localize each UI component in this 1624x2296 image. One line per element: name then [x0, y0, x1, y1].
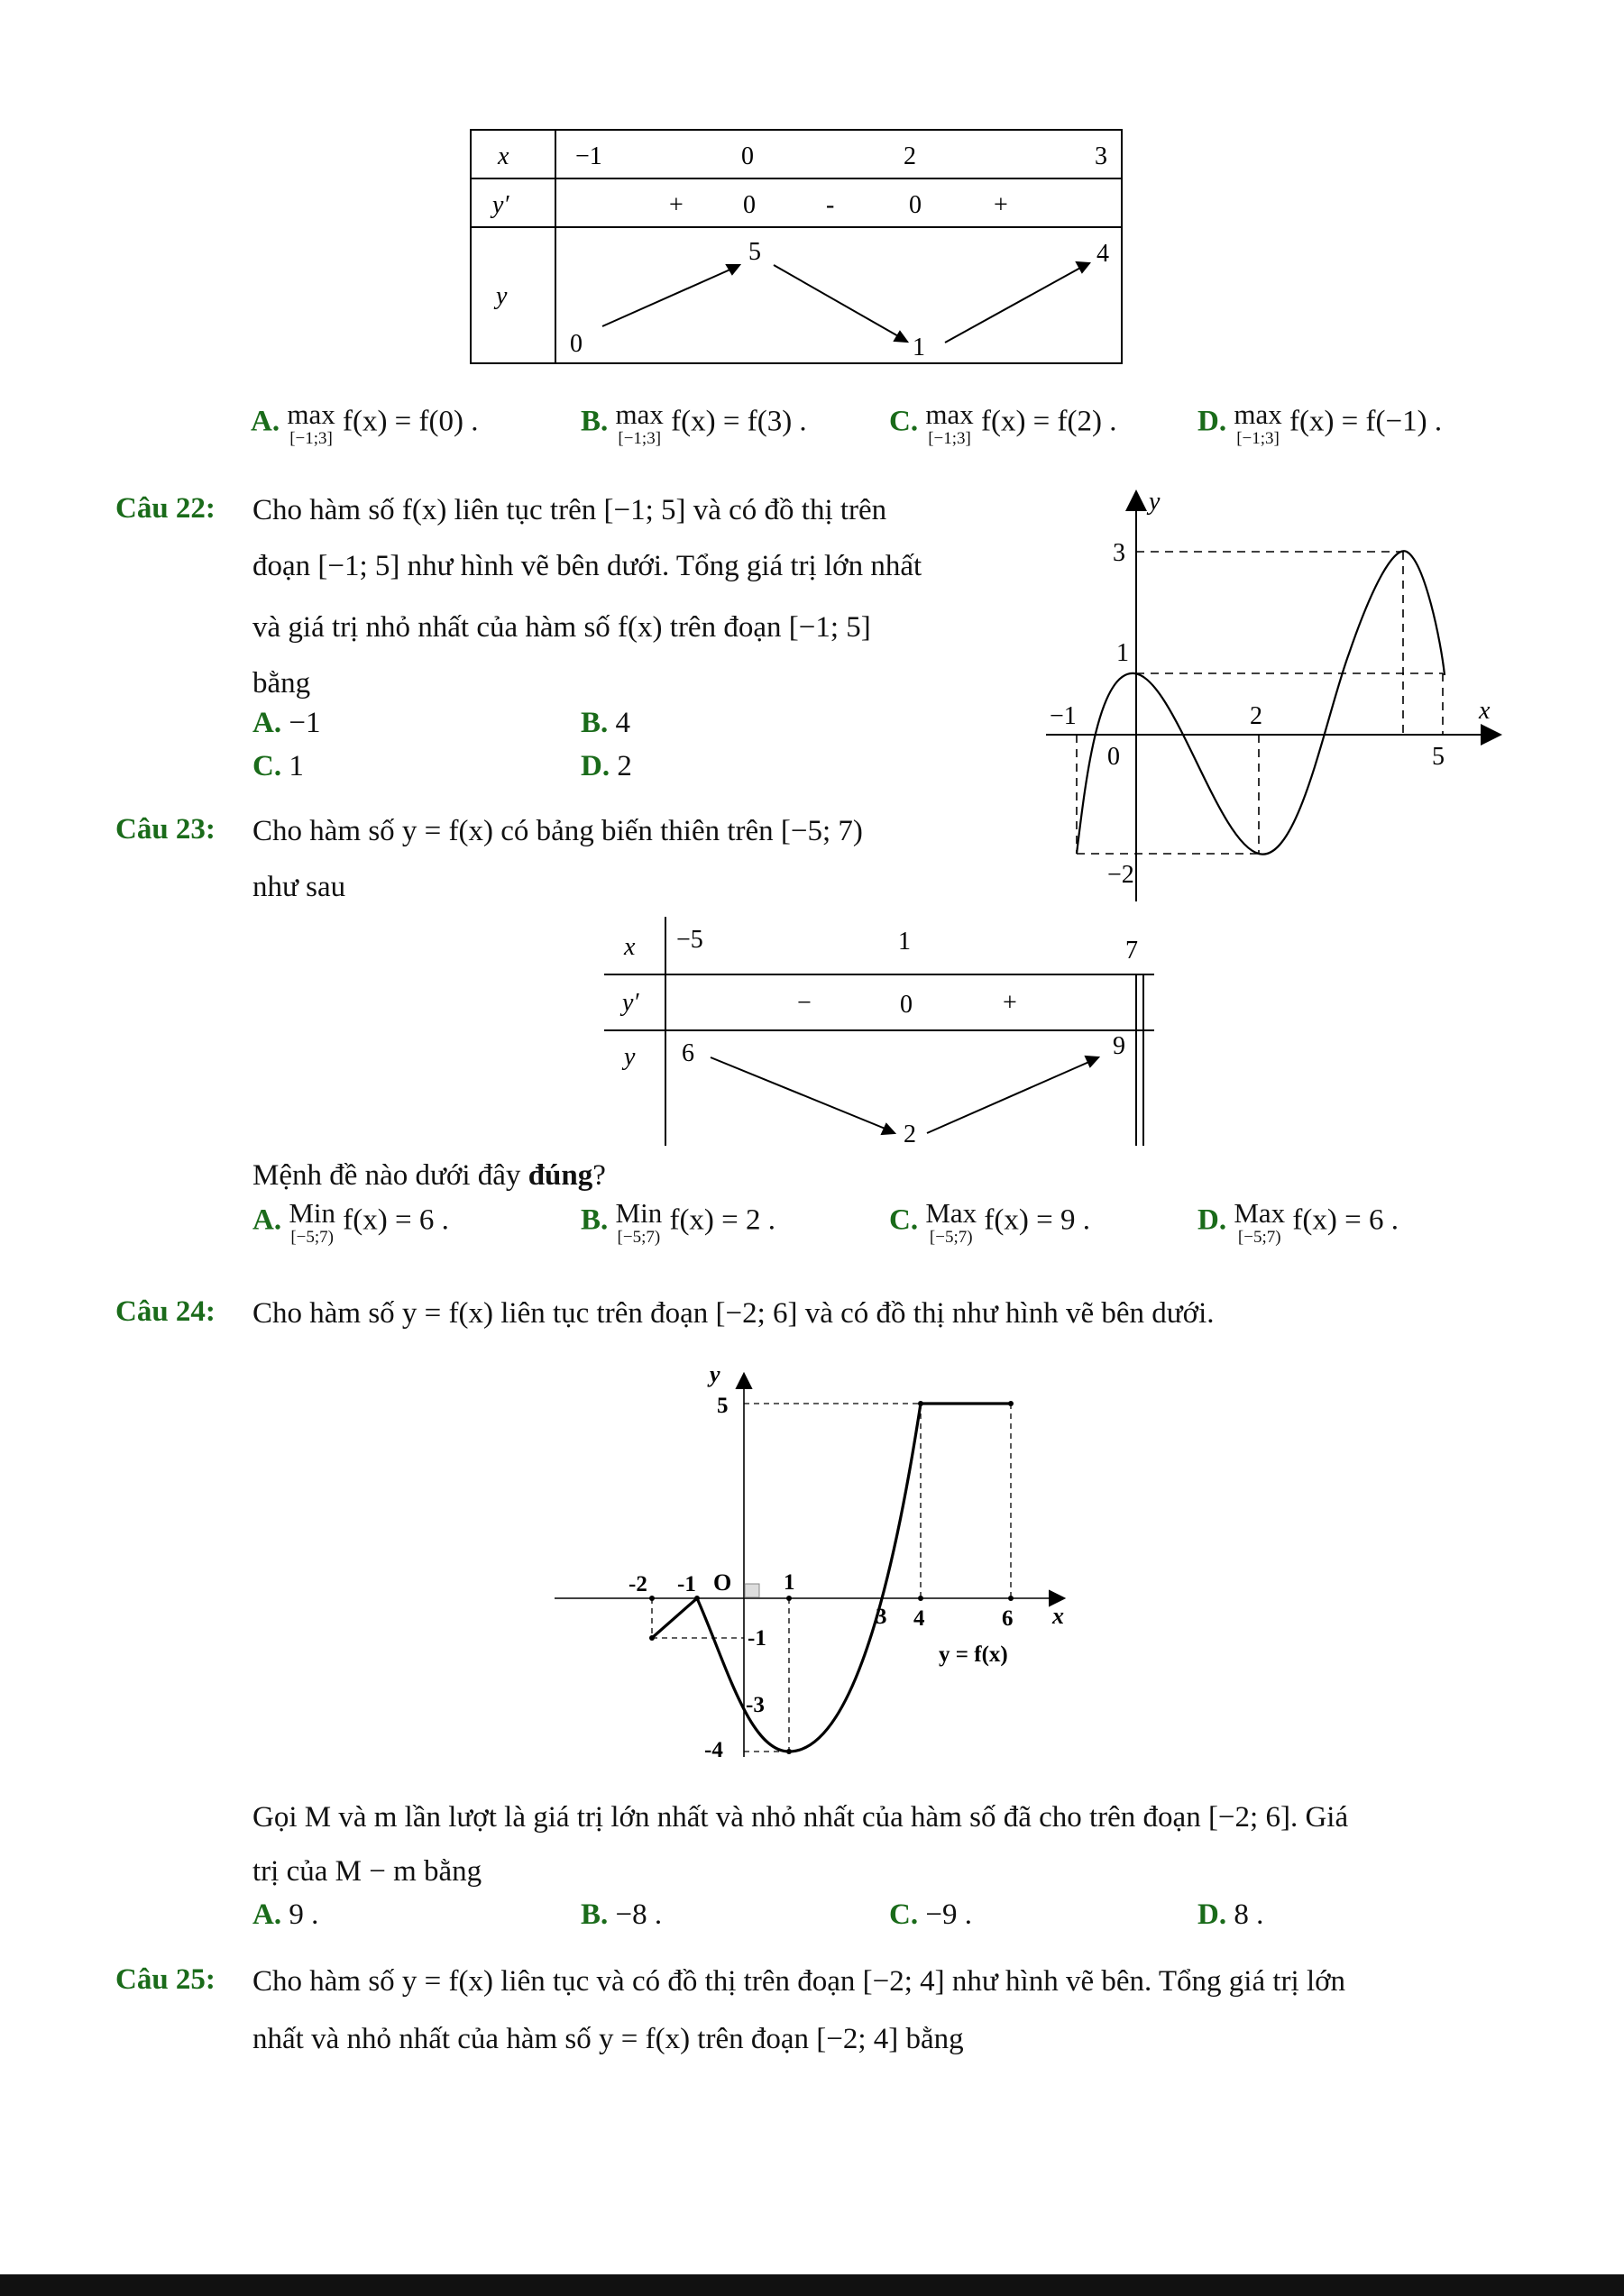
tick-label: 2 — [1250, 702, 1262, 730]
t2-sign: − — [797, 989, 812, 1017]
t2-x-value: 1 — [898, 928, 911, 956]
q24-text-line: Cho hàm số y = f(x) liên tục trên đoạn [−2; 6] và có đồ thị như hình vẽ bên dưới. — [252, 1297, 1215, 1330]
max-subscript: [−1;3] — [618, 429, 662, 448]
q23-text-line: Cho hàm số y = f(x) có bảng biến thiên trên [−5; 7) — [252, 815, 863, 847]
option-text: 4 — [615, 707, 631, 739]
t1-x-value: 0 — [741, 142, 754, 170]
q25-text-line: nhất và nhỏ nhất của hàm số y = f(x) trên đoạn [−2; 4] bằng — [252, 2023, 964, 2055]
option-label: D. — [1197, 1898, 1227, 1931]
origin-square — [745, 1584, 759, 1597]
min-operator: Min — [615, 1197, 663, 1229]
option-text: f(x) = f(−1) . — [1289, 405, 1443, 438]
max-subscript: [−5;7) — [929, 1228, 973, 1247]
q22-label: Câu 22: — [115, 492, 216, 525]
q24-option-b[interactable] — [581, 1898, 662, 1932]
max-operator: max — [287, 398, 335, 430]
q22-option-b[interactable] — [581, 707, 630, 740]
max-operator: Max — [925, 1197, 977, 1229]
q21-option-b[interactable] — [581, 400, 807, 447]
q24-curve — [652, 1404, 1011, 1752]
option-text: 8 . — [1234, 1898, 1264, 1931]
option-text: −9 . — [925, 1898, 972, 1931]
min-subscript: [−5;7) — [290, 1228, 335, 1247]
q22-option-d[interactable] — [581, 750, 632, 783]
tick-label: -2 — [628, 1572, 647, 1596]
q24-points — [649, 1401, 1014, 1754]
t1-x-value: −1 — [575, 142, 602, 170]
q25-text-line: Cho hàm số y = f(x) liên tục và có đồ thị trên đoạn [−2; 4] như hình vẽ bên. Tổng giá trị lớn — [252, 1965, 1346, 1998]
option-label: A. — [252, 1898, 282, 1931]
tick-label: -4 — [704, 1738, 723, 1762]
option-label: B. — [581, 405, 609, 438]
tick-label: 5 — [717, 1394, 729, 1418]
q23-option-b[interactable] — [581, 1199, 775, 1246]
q22-option-c[interactable] — [252, 750, 304, 783]
min-subscript: [−5;7) — [617, 1228, 661, 1247]
x-axis-label: x — [1479, 697, 1491, 725]
t1-sign: - — [826, 191, 835, 219]
option-text: f(x) = f(0) . — [342, 405, 479, 438]
q23-text-line: như sau — [252, 871, 346, 903]
max-subscript: [−1;3] — [289, 429, 333, 448]
option-label: B. — [581, 1898, 609, 1931]
t1-y-value: 5 — [748, 238, 761, 266]
option-text: 2 — [617, 750, 632, 782]
q23-question-mark: ? — [592, 1159, 606, 1192]
max-operator: max — [925, 398, 974, 430]
y-axis-label: y — [1149, 488, 1161, 516]
t2-y-value: 2 — [904, 1121, 916, 1148]
q24-guide-lines — [652, 1404, 1011, 1752]
q24-text-line: Gọi M và m lần lượt là giá trị lớn nhất và nhỏ nhất của hàm số đã cho trên đoạn [−2; 6]. Giá — [252, 1801, 1349, 1834]
origin-label: O — [713, 1569, 732, 1596]
func-label: y = f(x) — [939, 1642, 1008, 1667]
option-text: f(x) = 9 . — [984, 1203, 1091, 1237]
page-bottom-bar — [0, 2274, 1624, 2296]
tick-label: 1 — [1116, 639, 1129, 667]
tick-label: -3 — [746, 1693, 765, 1717]
option-text: 9 . — [289, 1898, 319, 1931]
q22-text-line: Cho hàm số f(x) liên tục trên [−1; 5] và có đồ thị trên — [252, 494, 887, 526]
q24-text-line: trị của M − m bằng — [252, 1855, 482, 1888]
t2-sign: + — [1003, 989, 1017, 1017]
q23-option-d[interactable] — [1197, 1199, 1399, 1246]
max-subscript: [−5;7) — [1237, 1228, 1281, 1247]
t2-x-value: 7 — [1125, 937, 1138, 965]
tick-label: 3 — [876, 1605, 887, 1629]
t1-sign: 0 — [909, 191, 922, 219]
option-label: D. — [581, 750, 610, 782]
q23-question-bold: đúng — [528, 1159, 593, 1192]
tick-label: 3 — [1113, 539, 1125, 567]
y-axis-label: y — [710, 1361, 720, 1387]
q23-option-c[interactable] — [889, 1199, 1090, 1246]
option-label: C. — [889, 405, 919, 438]
q21-option-a[interactable] — [251, 400, 479, 447]
tick-label: -1 — [748, 1626, 766, 1651]
t1-x-label: x — [498, 142, 509, 170]
tick-label: 1 — [784, 1570, 795, 1595]
option-label: B. — [581, 707, 609, 739]
max-operator: max — [615, 398, 664, 430]
t1-x-value: 3 — [1095, 142, 1107, 170]
q24-graph — [546, 1357, 1087, 1771]
option-label: D. — [1197, 1203, 1227, 1237]
option-label: C. — [252, 750, 282, 782]
tick-label: −1 — [1050, 702, 1077, 730]
t1-sign: 0 — [743, 191, 756, 219]
t2-yp-label: y′ — [622, 989, 639, 1017]
t1-y-value: 0 — [570, 330, 583, 358]
t1-arrows — [602, 262, 1089, 343]
min-operator: Min — [289, 1197, 336, 1229]
q22-text-line: và giá trị nhỏ nhất của hàm số f(x) trên đoạn [−1; 5] — [252, 611, 871, 644]
option-label: C. — [889, 1203, 919, 1237]
t1-x-value: 2 — [904, 142, 916, 170]
t1-y-label: y — [496, 282, 508, 310]
t2-y-value: 9 — [1113, 1032, 1125, 1060]
t2-x-label: x — [624, 933, 636, 961]
t1-sign: + — [994, 191, 1008, 219]
q25-label: Câu 25: — [115, 1963, 216, 1996]
t1-sign: + — [669, 191, 684, 219]
q24-option-d[interactable] — [1197, 1898, 1263, 1932]
t1-y-value: 1 — [913, 334, 925, 361]
t2-y-label: y — [624, 1043, 636, 1071]
option-label: A. — [251, 405, 280, 438]
tick-label: −2 — [1107, 861, 1134, 889]
q23-option-a[interactable] — [252, 1199, 449, 1246]
option-label: A. — [252, 1203, 282, 1237]
variation-table-2 — [602, 915, 1161, 1148]
tick-label: 6 — [1002, 1606, 1014, 1631]
q24-option-a[interactable] — [252, 1898, 318, 1932]
option-text: f(x) = f(3) . — [671, 405, 807, 438]
tick-label: 5 — [1432, 743, 1445, 771]
max-subscript: [−1;3] — [1236, 429, 1280, 448]
t2-y-value: 6 — [682, 1039, 694, 1067]
t2-x-value: −5 — [676, 926, 703, 954]
q22-text-line: bằng — [252, 667, 311, 700]
q21-option-c[interactable] — [889, 400, 1117, 447]
max-operator: max — [1234, 398, 1282, 430]
q24-label: Câu 24: — [115, 1295, 216, 1328]
q22-option-a[interactable] — [252, 707, 320, 740]
x-axis-label: x — [1052, 1603, 1064, 1629]
variation-table-1 — [469, 128, 1127, 367]
option-text: f(x) = f(2) . — [980, 405, 1117, 438]
option-text: −1 — [289, 707, 321, 739]
origin-label: 0 — [1107, 743, 1120, 771]
tick-label: -1 — [677, 1572, 696, 1596]
option-text: −8 . — [615, 1898, 663, 1931]
option-text: f(x) = 2 . — [669, 1203, 776, 1237]
t2-sign: 0 — [900, 991, 913, 1019]
tick-label: 4 — [913, 1606, 925, 1631]
max-operator: Max — [1234, 1197, 1286, 1229]
q23-question-text: Mệnh đề nào dưới đây — [252, 1159, 528, 1192]
q23-label: Câu 23: — [115, 813, 216, 846]
option-label: A. — [252, 707, 282, 739]
q22-graph — [1037, 482, 1515, 906]
option-label: D. — [1197, 405, 1227, 438]
option-text: 1 — [289, 750, 304, 782]
q24-option-c[interactable] — [889, 1898, 972, 1932]
q21-option-d[interactable] — [1197, 400, 1442, 447]
option-label: B. — [581, 1203, 609, 1237]
t1-y-value: 4 — [1096, 240, 1109, 268]
option-label: C. — [889, 1898, 919, 1931]
option-text: f(x) = 6 . — [1292, 1203, 1399, 1237]
q23-question — [252, 1157, 606, 1194]
t1-yp-label: y′ — [492, 191, 509, 219]
option-text: f(x) = 6 . — [343, 1203, 449, 1237]
q22-text-line: đoạn [−1; 5] như hình vẽ bên dưới. Tổng giá trị lớn nhất — [252, 550, 922, 582]
max-subscript: [−1;3] — [928, 429, 971, 448]
